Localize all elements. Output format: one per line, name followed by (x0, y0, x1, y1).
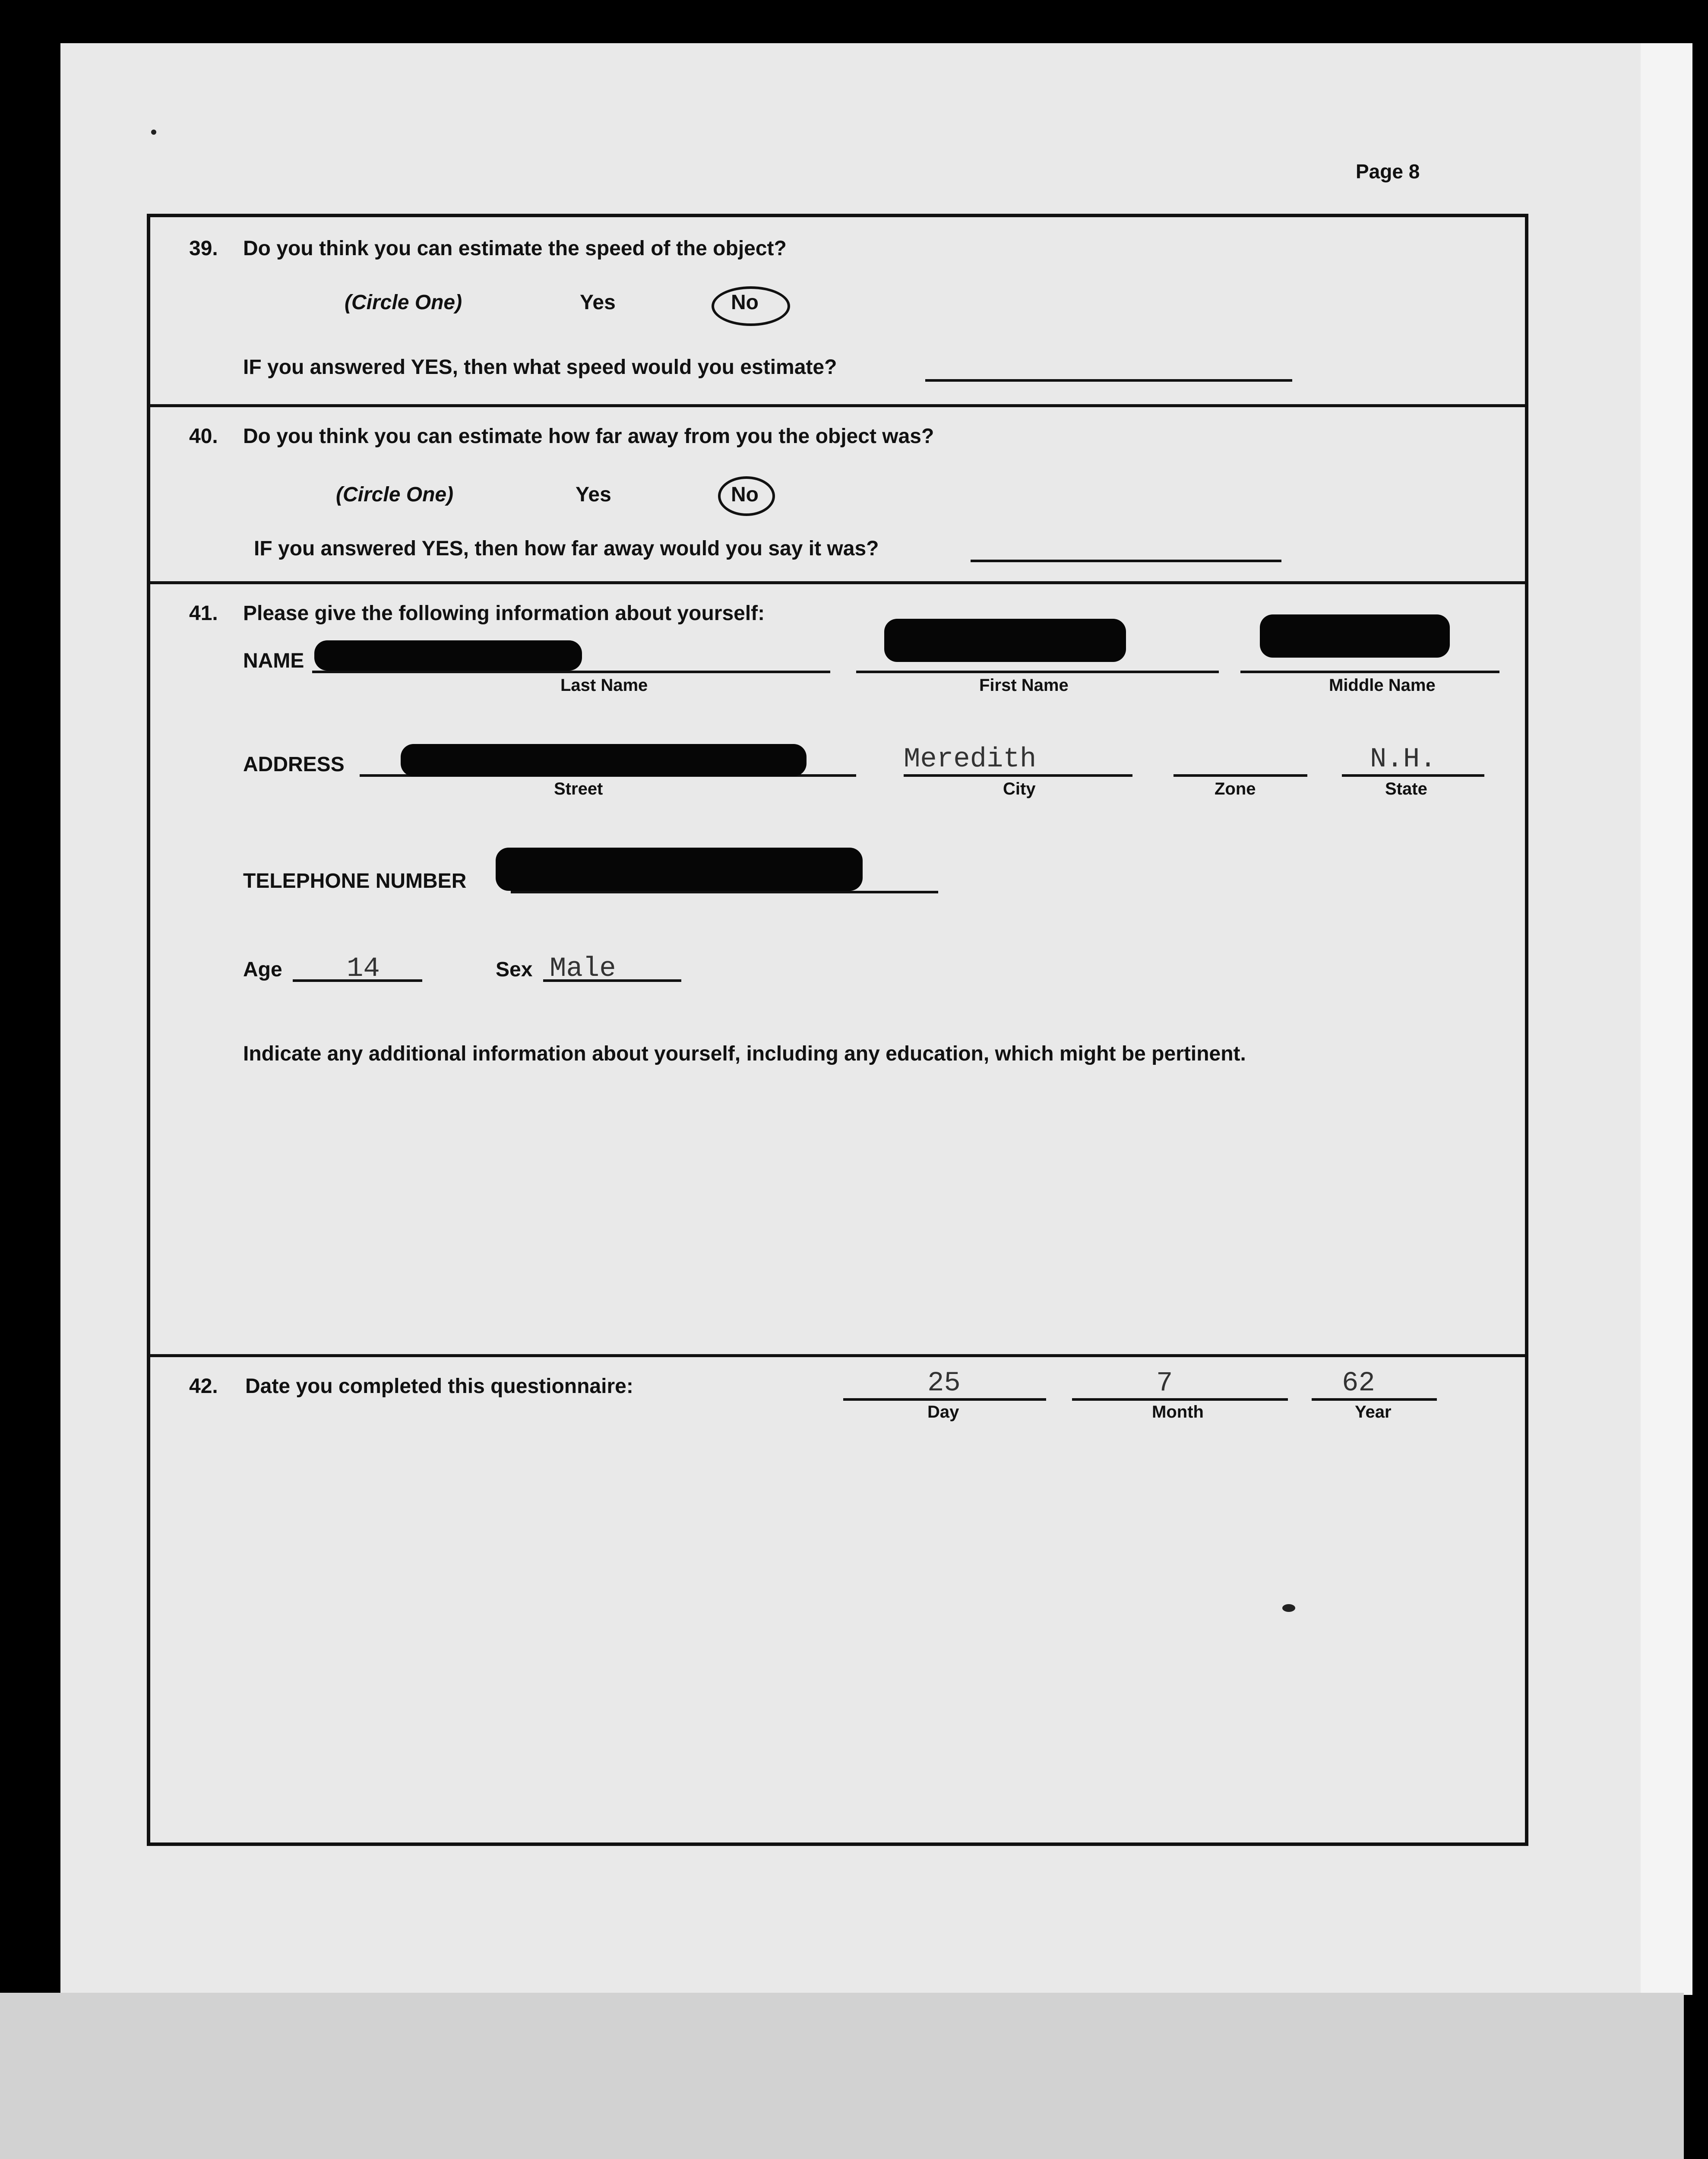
first-name-line[interactable] (856, 671, 1219, 673)
scan-speck (1282, 1604, 1295, 1612)
paper-edge (1641, 43, 1692, 1995)
question-prompt: Date you completed this questionnaire: (245, 1375, 633, 1398)
redaction-first-name (884, 619, 1126, 662)
zone-line[interactable] (1173, 774, 1307, 777)
redaction-street (401, 744, 807, 776)
scan-speck (151, 130, 156, 135)
city-caption: City (1003, 779, 1036, 798)
question-text: Do you think you can estimate how far away from you the object was? (243, 425, 934, 448)
redaction-last-name (314, 640, 582, 671)
day-caption: Day (927, 1402, 959, 1421)
year-line[interactable] (1312, 1398, 1437, 1401)
question-number: 39. (189, 237, 218, 260)
question-number: 41. (189, 602, 218, 625)
redaction-telephone (496, 848, 863, 891)
question-text: Do you think you can estimate the speed of the object? (243, 237, 787, 260)
page-number: Page 8 (1356, 160, 1420, 183)
telephone-label: TELEPHONE NUMBER (243, 870, 467, 893)
last-name-line[interactable] (312, 671, 830, 673)
speed-answer-line[interactable] (925, 379, 1292, 382)
age-value: 14 (347, 953, 380, 985)
middle-name-line[interactable] (1240, 671, 1499, 673)
question-42-section (150, 1357, 1525, 1843)
day-value: 25 (927, 1368, 961, 1399)
telephone-line[interactable] (511, 891, 938, 893)
sex-label: Sex (496, 958, 533, 981)
option-yes[interactable]: Yes (576, 483, 611, 506)
option-yes[interactable]: Yes (580, 291, 616, 314)
questionnaire-form (147, 214, 1528, 1846)
state-value: N.H. (1370, 744, 1436, 775)
question-40-section (150, 407, 1525, 584)
middle-name-caption: Middle Name (1329, 676, 1436, 695)
question-prompt: Please give the following information about yourself: (243, 602, 765, 625)
street-caption: Street (554, 779, 603, 798)
option-no[interactable]: No (731, 291, 759, 314)
follow-up-question: IF you answered YES, then how far away would you say it was? (254, 537, 879, 560)
month-value: 7 (1156, 1368, 1173, 1399)
address-label: ADDRESS (243, 753, 345, 776)
question-number: 40. (189, 425, 218, 448)
first-name-caption: First Name (979, 676, 1069, 695)
sex-value: Male (550, 953, 616, 985)
state-caption: State (1385, 779, 1427, 798)
circle-one-label: (Circle One) (336, 483, 454, 506)
age-label: Age (243, 958, 282, 981)
question-41-section (150, 584, 1525, 1357)
month-caption: Month (1152, 1402, 1204, 1421)
follow-up-question: IF you answered YES, then what speed would you estimate? (243, 356, 837, 379)
question-number: 42. (189, 1375, 218, 1398)
circle-one-label: (Circle One) (345, 291, 462, 314)
distance-answer-line[interactable] (971, 560, 1281, 562)
redaction-middle-name (1260, 614, 1450, 658)
name-label: NAME (243, 649, 304, 672)
film-background (0, 1993, 1684, 2159)
day-line[interactable] (843, 1398, 1046, 1401)
question-39-section (150, 217, 1525, 407)
zone-caption: Zone (1215, 779, 1256, 798)
city-value: Meredith (904, 744, 1037, 775)
last-name-caption: Last Name (560, 676, 648, 695)
year-value: 62 (1342, 1368, 1375, 1399)
option-no[interactable]: No (731, 483, 759, 506)
year-caption: Year (1355, 1402, 1392, 1421)
additional-info-prompt: Indicate any additional information about yourself, including any education, which might be pertinent. (243, 1042, 1246, 1065)
month-line[interactable] (1072, 1398, 1288, 1401)
